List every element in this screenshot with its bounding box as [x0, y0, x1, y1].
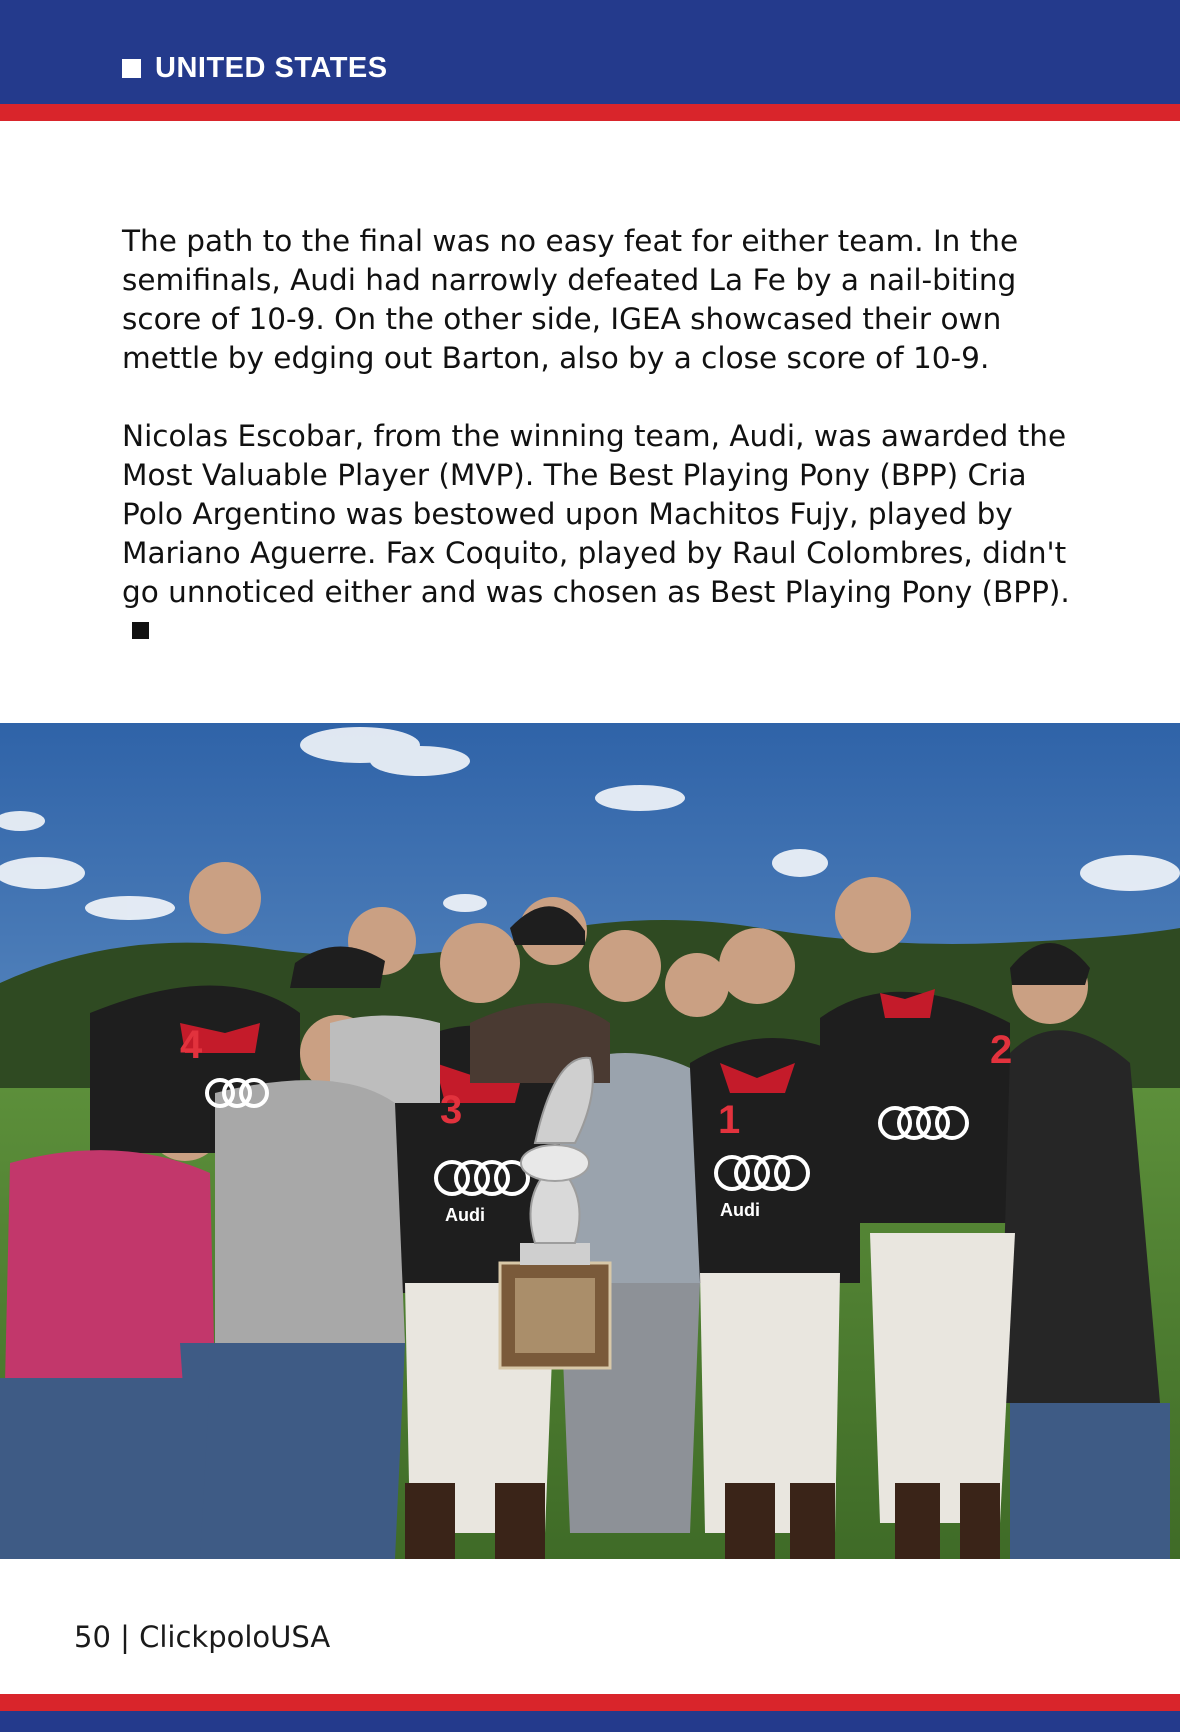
square-bullet-icon — [122, 59, 141, 78]
jersey-brand-right: Audi — [720, 1200, 760, 1220]
footer-red-stripe — [0, 1694, 1180, 1711]
article-body — [122, 222, 1082, 690]
article-paragraph-2 — [122, 417, 1082, 651]
jersey-number-2: 2 — [990, 1028, 1013, 1072]
jersey-number-1: 1 — [718, 1098, 741, 1142]
team-trophy-photo — [0, 723, 1180, 1559]
section-label-text: UNITED STATES — [155, 51, 388, 84]
article-paragraph-2-text: Nicolas Escobar, from the winning team, Audi, was awarded the Most Valuable Player (MVP). The Best Playing Pony (BPP) Cria Polo Argentino was bestowed upon Machitos Fujy, played by Mariano Aguerre. Fax Coquito, played by Raul Colombres, didn't go unnoticed either and was chosen as Best Playing Pony (BPP). — [122, 419, 1070, 609]
footer-blue-stripe — [0, 1711, 1180, 1732]
jersey-number-4: 4 — [180, 1023, 203, 1067]
jersey-number-3: 3 — [440, 1088, 463, 1132]
end-of-article-icon — [132, 622, 149, 639]
jersey-brand-left: Audi — [445, 1205, 485, 1225]
section-label — [122, 50, 388, 86]
page-footer-label: 50 | ClickpoloUSA — [74, 1620, 331, 1654]
header-red-stripe — [0, 104, 1180, 121]
article-paragraph-1: The path to the final was no easy feat for either team. In the semifinals, Audi had narrowly defeated La Fe by a nail-biting score of 10-9. On the other side, IGEA showcased their own mettle by edging out Barton, also by a close score of 10-9. — [122, 224, 1019, 375]
